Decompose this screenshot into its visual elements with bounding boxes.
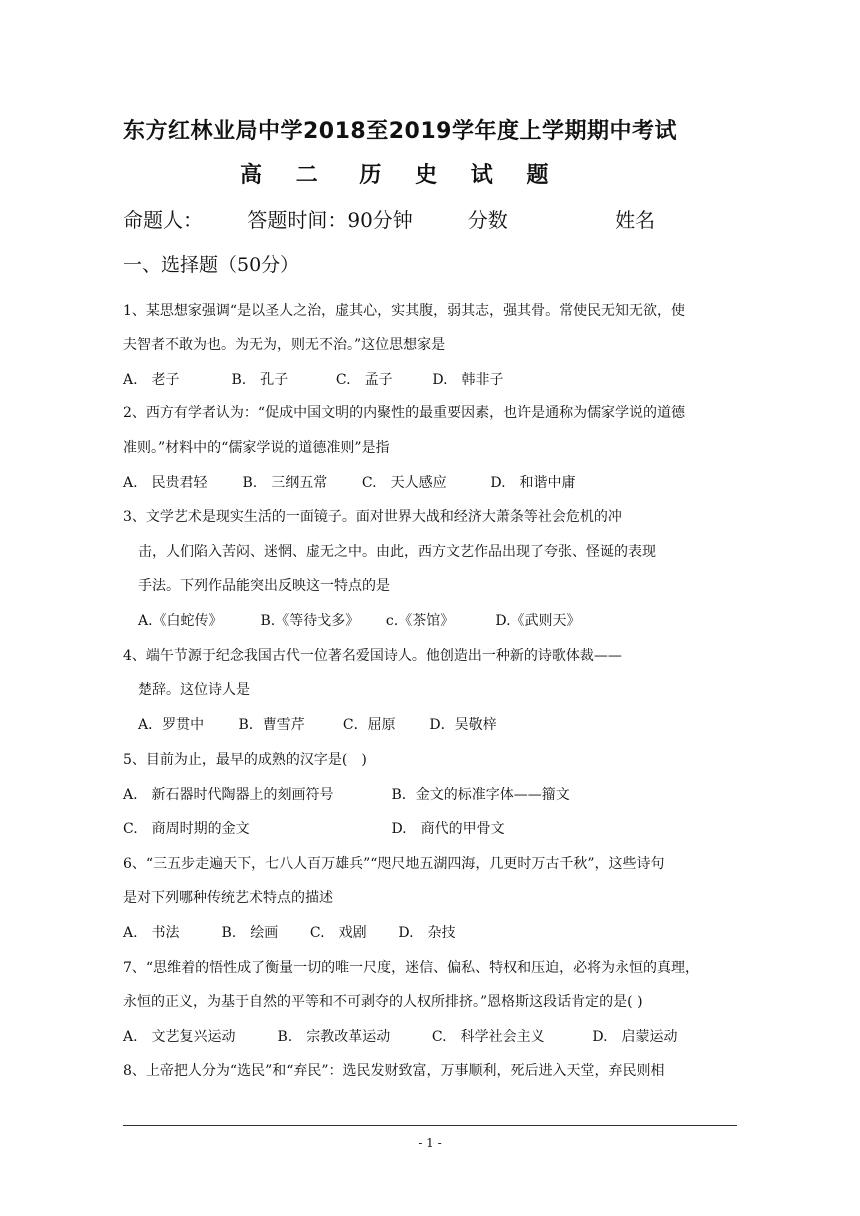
option: D. 和谐中庸 — [490, 475, 576, 491]
question-6-options — [123, 922, 456, 942]
option: D. 启蒙运动 — [592, 1029, 678, 1045]
subtitle-char: 史 — [415, 162, 438, 188]
question-7-text: 永恒的正义，为基于自然的平等和不可剥夺的人权所排挤。”恩格斯这段话肯定的是( ) — [123, 994, 643, 1010]
subtitle-char: 题 — [526, 162, 549, 188]
question-5-options — [123, 818, 505, 838]
exam-meta — [123, 204, 655, 233]
question-2-options — [123, 472, 576, 492]
option: C．屈原 — [342, 717, 396, 733]
score-label: 分数 — [467, 208, 508, 232]
option: C. 天人感应 — [361, 475, 447, 491]
question-4-text: 4、端午节源于纪念我国古代一位著名爱国诗人。他创造出一种新的诗歌体裁—— — [123, 648, 622, 664]
option: A.《白蛇传》 — [138, 613, 223, 629]
option: B. 三纲五常 — [242, 475, 328, 491]
option: A. 文艺复兴运动 — [123, 1029, 236, 1045]
option: B．曹雪芹 — [238, 717, 305, 733]
question-3-text: 击，人们陷入苦闷、迷惘、虚无之中。由此，西方文艺作品出现了夸张、怪诞的表现 — [138, 544, 656, 560]
question-5-options — [123, 784, 570, 804]
section-heading: 一、选择题（50分） — [123, 254, 300, 276]
question-4-text: 楚辞。这位诗人是 — [138, 682, 250, 698]
exam-subtitle — [240, 158, 574, 189]
question-5-text: 5、目前为止，最早的成熟的汉字是( ) — [123, 752, 367, 768]
option: D.《武则天》 — [495, 613, 581, 629]
option: A. 民贵君轻 — [123, 475, 208, 491]
question-6-text: 是对下列哪种传统艺术特点的描述 — [123, 890, 333, 906]
option: D. 韩非子 — [432, 372, 504, 388]
exam-title: 东方红林业局中学2018至2019学年度上学期期中考试 — [123, 119, 677, 144]
question-1-text: 1、某思想家强调“是以圣人之治，虚其心，实其腹，弱其志，强其骨。常使民无知无欲，使 — [123, 303, 686, 319]
question-2-text: 2、西方有学者认为：“促成中国文明的内聚性的最重要因素，也许是通称为儒家学说的道德 — [123, 405, 686, 421]
duration-label: 答题时间：90分钟 — [247, 208, 413, 232]
option: B. 宗教改革运动 — [277, 1029, 391, 1045]
question-7-text: 7、“思维着的悟性成了衡量一切的唯一尺度，迷信、偏私、特权和压迫，必将为永恒的真理， — [123, 960, 700, 976]
option: C. 商周时期的金文 — [123, 821, 250, 837]
option: B．金文的标准字体——籀文 — [391, 787, 570, 803]
question-3-options — [138, 610, 581, 630]
option: A. 新石器时代陶器上的刻画符号 — [123, 787, 334, 803]
option: A. 老子 — [123, 372, 180, 388]
option: B. 孔子 — [231, 372, 289, 388]
question-3-text: 3、文学艺术是现实生活的一面镜子。面对世界大战和经济大萧条等社会危机的冲 — [123, 509, 622, 525]
question-4-options — [138, 714, 497, 734]
subtitle-char: 试 — [470, 162, 493, 188]
option: c.《茶馆》 — [385, 613, 455, 629]
question-7-options — [123, 1026, 678, 1046]
option: D．吴敬梓 — [429, 717, 497, 733]
option: D. 商代的甲骨文 — [391, 821, 505, 837]
option: A．罗贯中 — [138, 717, 205, 733]
question-3-text: 手法。下列作品能突出反映这一特点的是 — [138, 578, 390, 594]
option: D. 杂技 — [398, 925, 456, 941]
question-1-options — [123, 369, 504, 389]
subtitle-char: 二 — [295, 162, 318, 188]
question-6-text: 6、“三五步走遍天下，七八人百万雄兵”“咫尺地五湖四海，几更时万古千秋”，这些诗句 — [123, 856, 665, 872]
option: C. 戏剧 — [309, 925, 367, 941]
question-8-text: 8、上帝把人分为“选民”和“弃民”：选民发财致富，万事顺利，死后进入天堂，弃民则相 — [123, 1063, 665, 1079]
name-label: 姓名 — [615, 208, 656, 232]
option: C. 孟子 — [335, 372, 393, 388]
option: A. 书法 — [123, 925, 180, 941]
question-1-text: 夫智者不敢为也。为无为，则无不治。”这位思想家是 — [123, 337, 446, 353]
page-number: - 1 - — [418, 1136, 442, 1150]
option: B. 绘画 — [221, 925, 279, 941]
footer-divider — [123, 1125, 737, 1126]
proposer-label: 命题人： — [123, 208, 203, 232]
subtitle-char: 历 — [359, 162, 382, 188]
option: C. 科学社会主义 — [431, 1029, 545, 1045]
subtitle-char: 高 — [240, 162, 263, 188]
option: B.《等待戈多》 — [260, 613, 360, 629]
question-2-text: 准则。”材料中的“儒家学说的道德准则”是指 — [123, 440, 390, 456]
